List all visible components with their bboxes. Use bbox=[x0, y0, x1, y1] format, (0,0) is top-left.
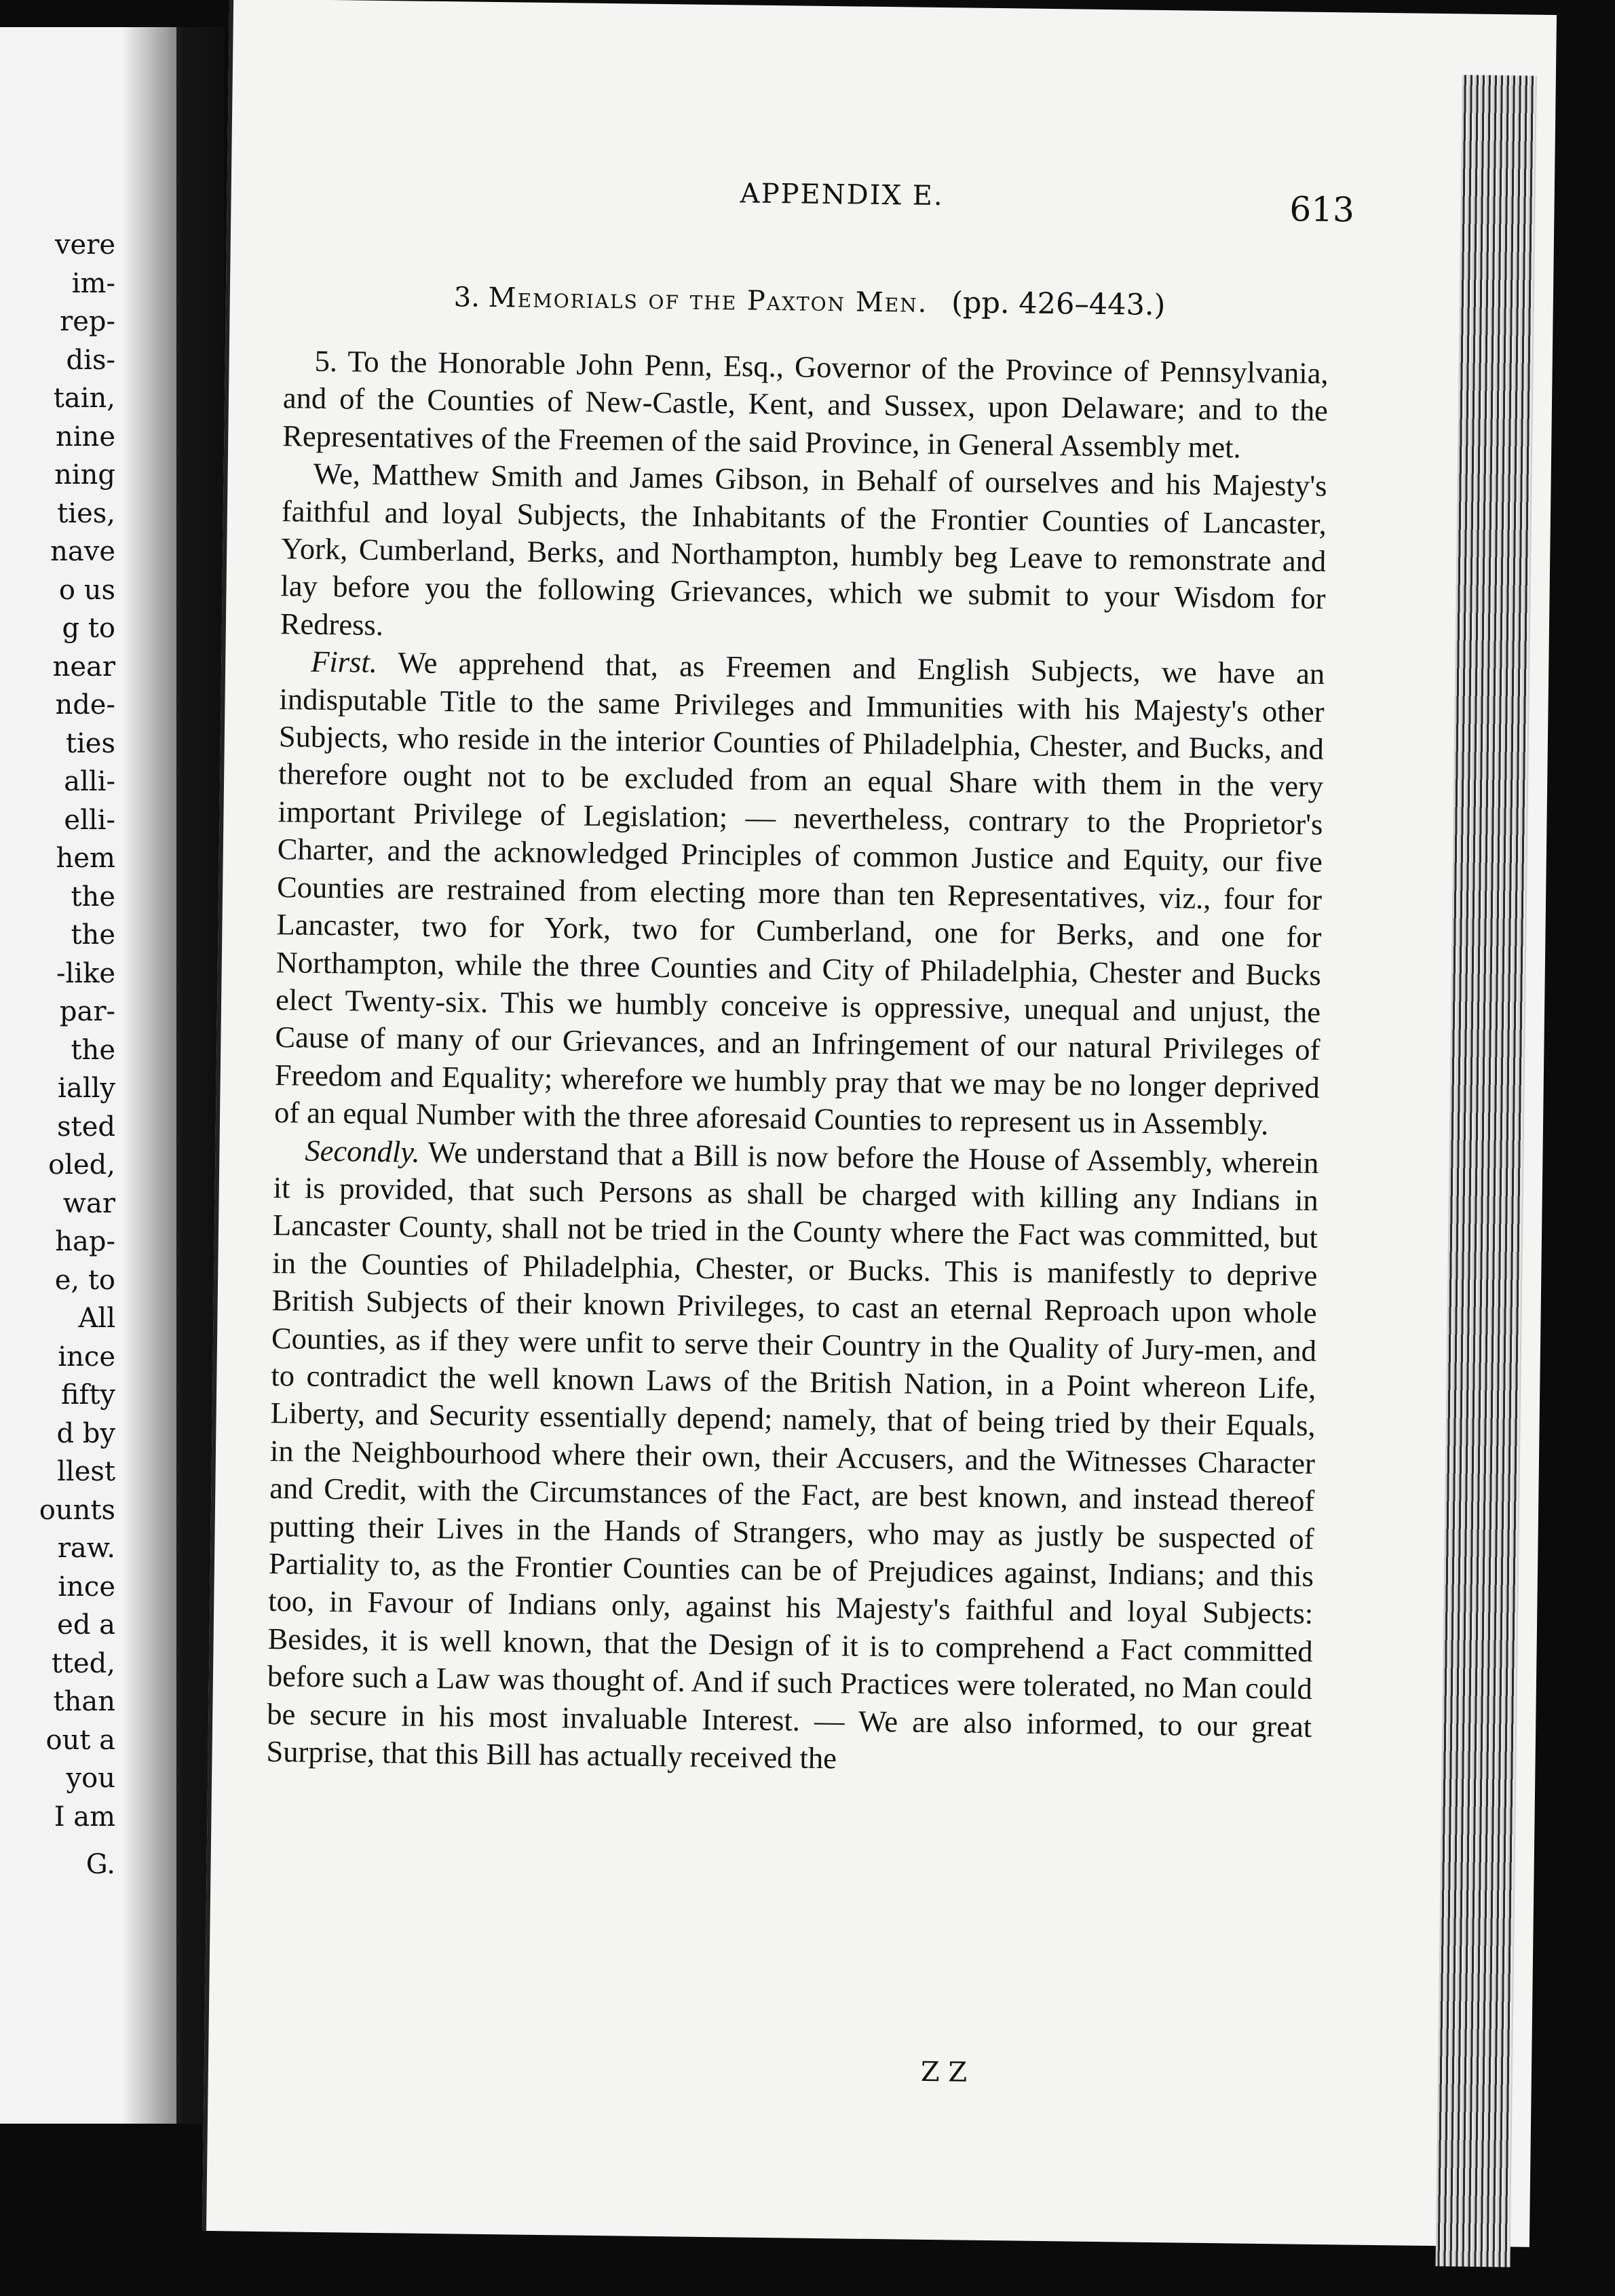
page-edges bbox=[1435, 75, 1536, 2267]
left-page-line-fragment: rep- bbox=[60, 306, 115, 337]
section-title-text: Memorials of the Paxton Men. bbox=[488, 282, 928, 319]
left-page-line-fragment: -like bbox=[56, 957, 115, 989]
left-page-line-fragment: ince bbox=[58, 1571, 115, 1603]
left-page-line-fragment: near bbox=[52, 651, 115, 683]
left-page-line-fragment: oled, bbox=[48, 1149, 115, 1181]
left-page-line-fragment: im- bbox=[71, 267, 115, 299]
left-page-line-fragment: nde- bbox=[55, 689, 115, 721]
second-paragraph bbox=[266, 1132, 1318, 1784]
left-page-line-fragment: ning bbox=[54, 459, 115, 491]
left-page-line-fragment: ince bbox=[58, 1341, 115, 1373]
left-page-line-fragment: I am bbox=[54, 1801, 115, 1833]
left-page-line-fragment: ties bbox=[65, 727, 115, 759]
left-page-line-fragment: llest bbox=[57, 1456, 115, 1487]
left-page-line-fragment: hem bbox=[56, 843, 115, 874]
section-number: 3. bbox=[453, 282, 480, 313]
left-page-line-fragment: than bbox=[53, 1686, 115, 1717]
left-page-line-fragment: ially bbox=[58, 1073, 115, 1104]
running-head: APPENDIX E. bbox=[740, 178, 944, 212]
left-page-line-fragment: ed a bbox=[57, 1609, 115, 1641]
left-page-line-fragment: All bbox=[78, 1303, 115, 1334]
left-page-line-fragment: g to bbox=[62, 613, 115, 644]
body-text bbox=[266, 342, 1329, 1783]
left-page-line-fragment: hap- bbox=[55, 1226, 115, 1257]
left-page-line-fragment: tain, bbox=[53, 383, 115, 414]
left-page-line-fragment: raw. bbox=[57, 1533, 115, 1564]
left-page-line-fragment: the bbox=[71, 1034, 115, 1066]
left-page-line-fragment: elli- bbox=[64, 804, 115, 836]
signature-mark: Z Z bbox=[920, 2056, 968, 2088]
intro-paragraph: We, Matthew Smith and James Gibson, in Behalf of ourselves and his Majesty's faithful and loyal Subjects, the Inhabitants of the Frontier Counties of Lancaster, York, Cumberland, Berks, and Northampton, humbly beg Leave to remonstrate and lay before you the following Grievances, which we submit to your Wisdom for Redress. bbox=[280, 456, 1327, 642]
left-page-line-fragment: sted bbox=[57, 1111, 115, 1143]
book-page bbox=[202, 0, 1557, 2247]
first-text: We apprehend that, as Freemen and English Subjects, we have an indisputable Title to the same Privileges and Immunities with his Majesty's other Subjects, who reside in the interior Counties of Philadelphia, Chester, and Bucks, and therefore ought not to be excluded from an equal Share with them in the very important Privilege of Legislation; — nevertheless, contrary to the Proprietor's Charter, and the acknowledged Principles of common Justice and Equity, our five Counties are restrained from electing more than ten Representatives, viz., four for Lancaster, two for York, two for Cumberland, one for Berks, and one for Northampton, while the three Counties and City of Philadelphia, Chester and Bucks elect Twenty-six. This we humbly conceive is oppressive, unequal and unjust, the Cause of many of our Grievances, and an Infringement of our natural Privileges of Freedom and Equality; wherefore we humbly pray that we may be no longer deprived of an equal Number with the three aforesaid Counties to represent us in Assembly. bbox=[273, 645, 1325, 1142]
left-page-line-fragment: par- bbox=[59, 996, 115, 1027]
left-page-line-fragment: G. bbox=[86, 1848, 115, 1880]
left-page-line-fragment: you bbox=[66, 1763, 115, 1794]
first-paragraph bbox=[274, 643, 1325, 1144]
left-page-line-fragment: war bbox=[62, 1187, 115, 1219]
second-label: Secondly. bbox=[305, 1133, 421, 1169]
left-page-line-fragment: out a bbox=[45, 1724, 115, 1756]
left-page-line-fragment: o us bbox=[58, 574, 115, 606]
page-number: 613 bbox=[1289, 189, 1355, 230]
previous-page-fragment bbox=[0, 27, 180, 2124]
left-page-line-fragment: d by bbox=[56, 1417, 115, 1449]
left-page-line-fragment: alli- bbox=[64, 766, 115, 797]
left-page-line-fragment: nave bbox=[50, 536, 115, 567]
left-page-line-fragment: nine bbox=[56, 421, 115, 453]
left-page-line-fragment: fifty bbox=[60, 1379, 115, 1411]
left-page-line-fragment: vere bbox=[54, 229, 115, 261]
left-page-line-fragment: ounts bbox=[39, 1494, 115, 1526]
section-title bbox=[454, 280, 1166, 322]
second-text: We understand that a Bill is now before the House of Assembly, wherein it is provided, that such Persons as shall be charged with killing any Indians in Lancaster County, shall not be tried in the County where the Fact was committed, but in the Counties of Philadelphia, Chester, or Bucks. This is manifestly to deprive British Subjects of their known Privileges, to cast an eternal Reproach upon whole Counties, as if they were unfit to serve their Country in the Quality of Jury-men, and to contradict the well known Laws of the British Nation, in a Point whereon Life, Liberty, and Security essentially depend; namely, that of being tried by their Equals, in the Neighbourhood where their own, their Accusers, and the Witnesses Character and Credit, with the Circumstances of the Fact, are best known, and instead thereof putting their Lives in the Hands of Strangers, who may as justly be suspected of Partiality to, as the Frontier Counties can be of Prejudices against, Indians; and this too, in Favour of Indians only, against his Majesty's faithful and loyal Subjects: Besides, it is well known, that the Design of it is to comprehend a Fact committed before such a Law was thought of. And if such Practices were tolerated, no Man could be secure in his most invaluable Interest. — We are also informed, to our great Surprise, that this Bill has actually received the bbox=[266, 1134, 1319, 1776]
section-page-range: (pp. 426–443.) bbox=[951, 286, 1166, 323]
left-page-line-fragment: tted, bbox=[51, 1647, 115, 1679]
first-label: First. bbox=[310, 644, 378, 680]
address-paragraph: 5. To the Honorable John Penn, Esq., Governor of the Province of Pennsylvania, and of the Counties of New-Castle, Kent, and Sussex, upon Delaware; and to the Representatives of the Freemen of the said Province, in General Assembly met. bbox=[282, 343, 1329, 465]
left-page-line-fragment: the bbox=[71, 919, 115, 951]
left-page-line-fragment: dis- bbox=[66, 344, 115, 376]
left-page-line-fragment: the bbox=[71, 881, 115, 913]
left-page-line-fragment: ties, bbox=[57, 497, 115, 529]
left-page-line-fragment: e, to bbox=[54, 1264, 115, 1296]
